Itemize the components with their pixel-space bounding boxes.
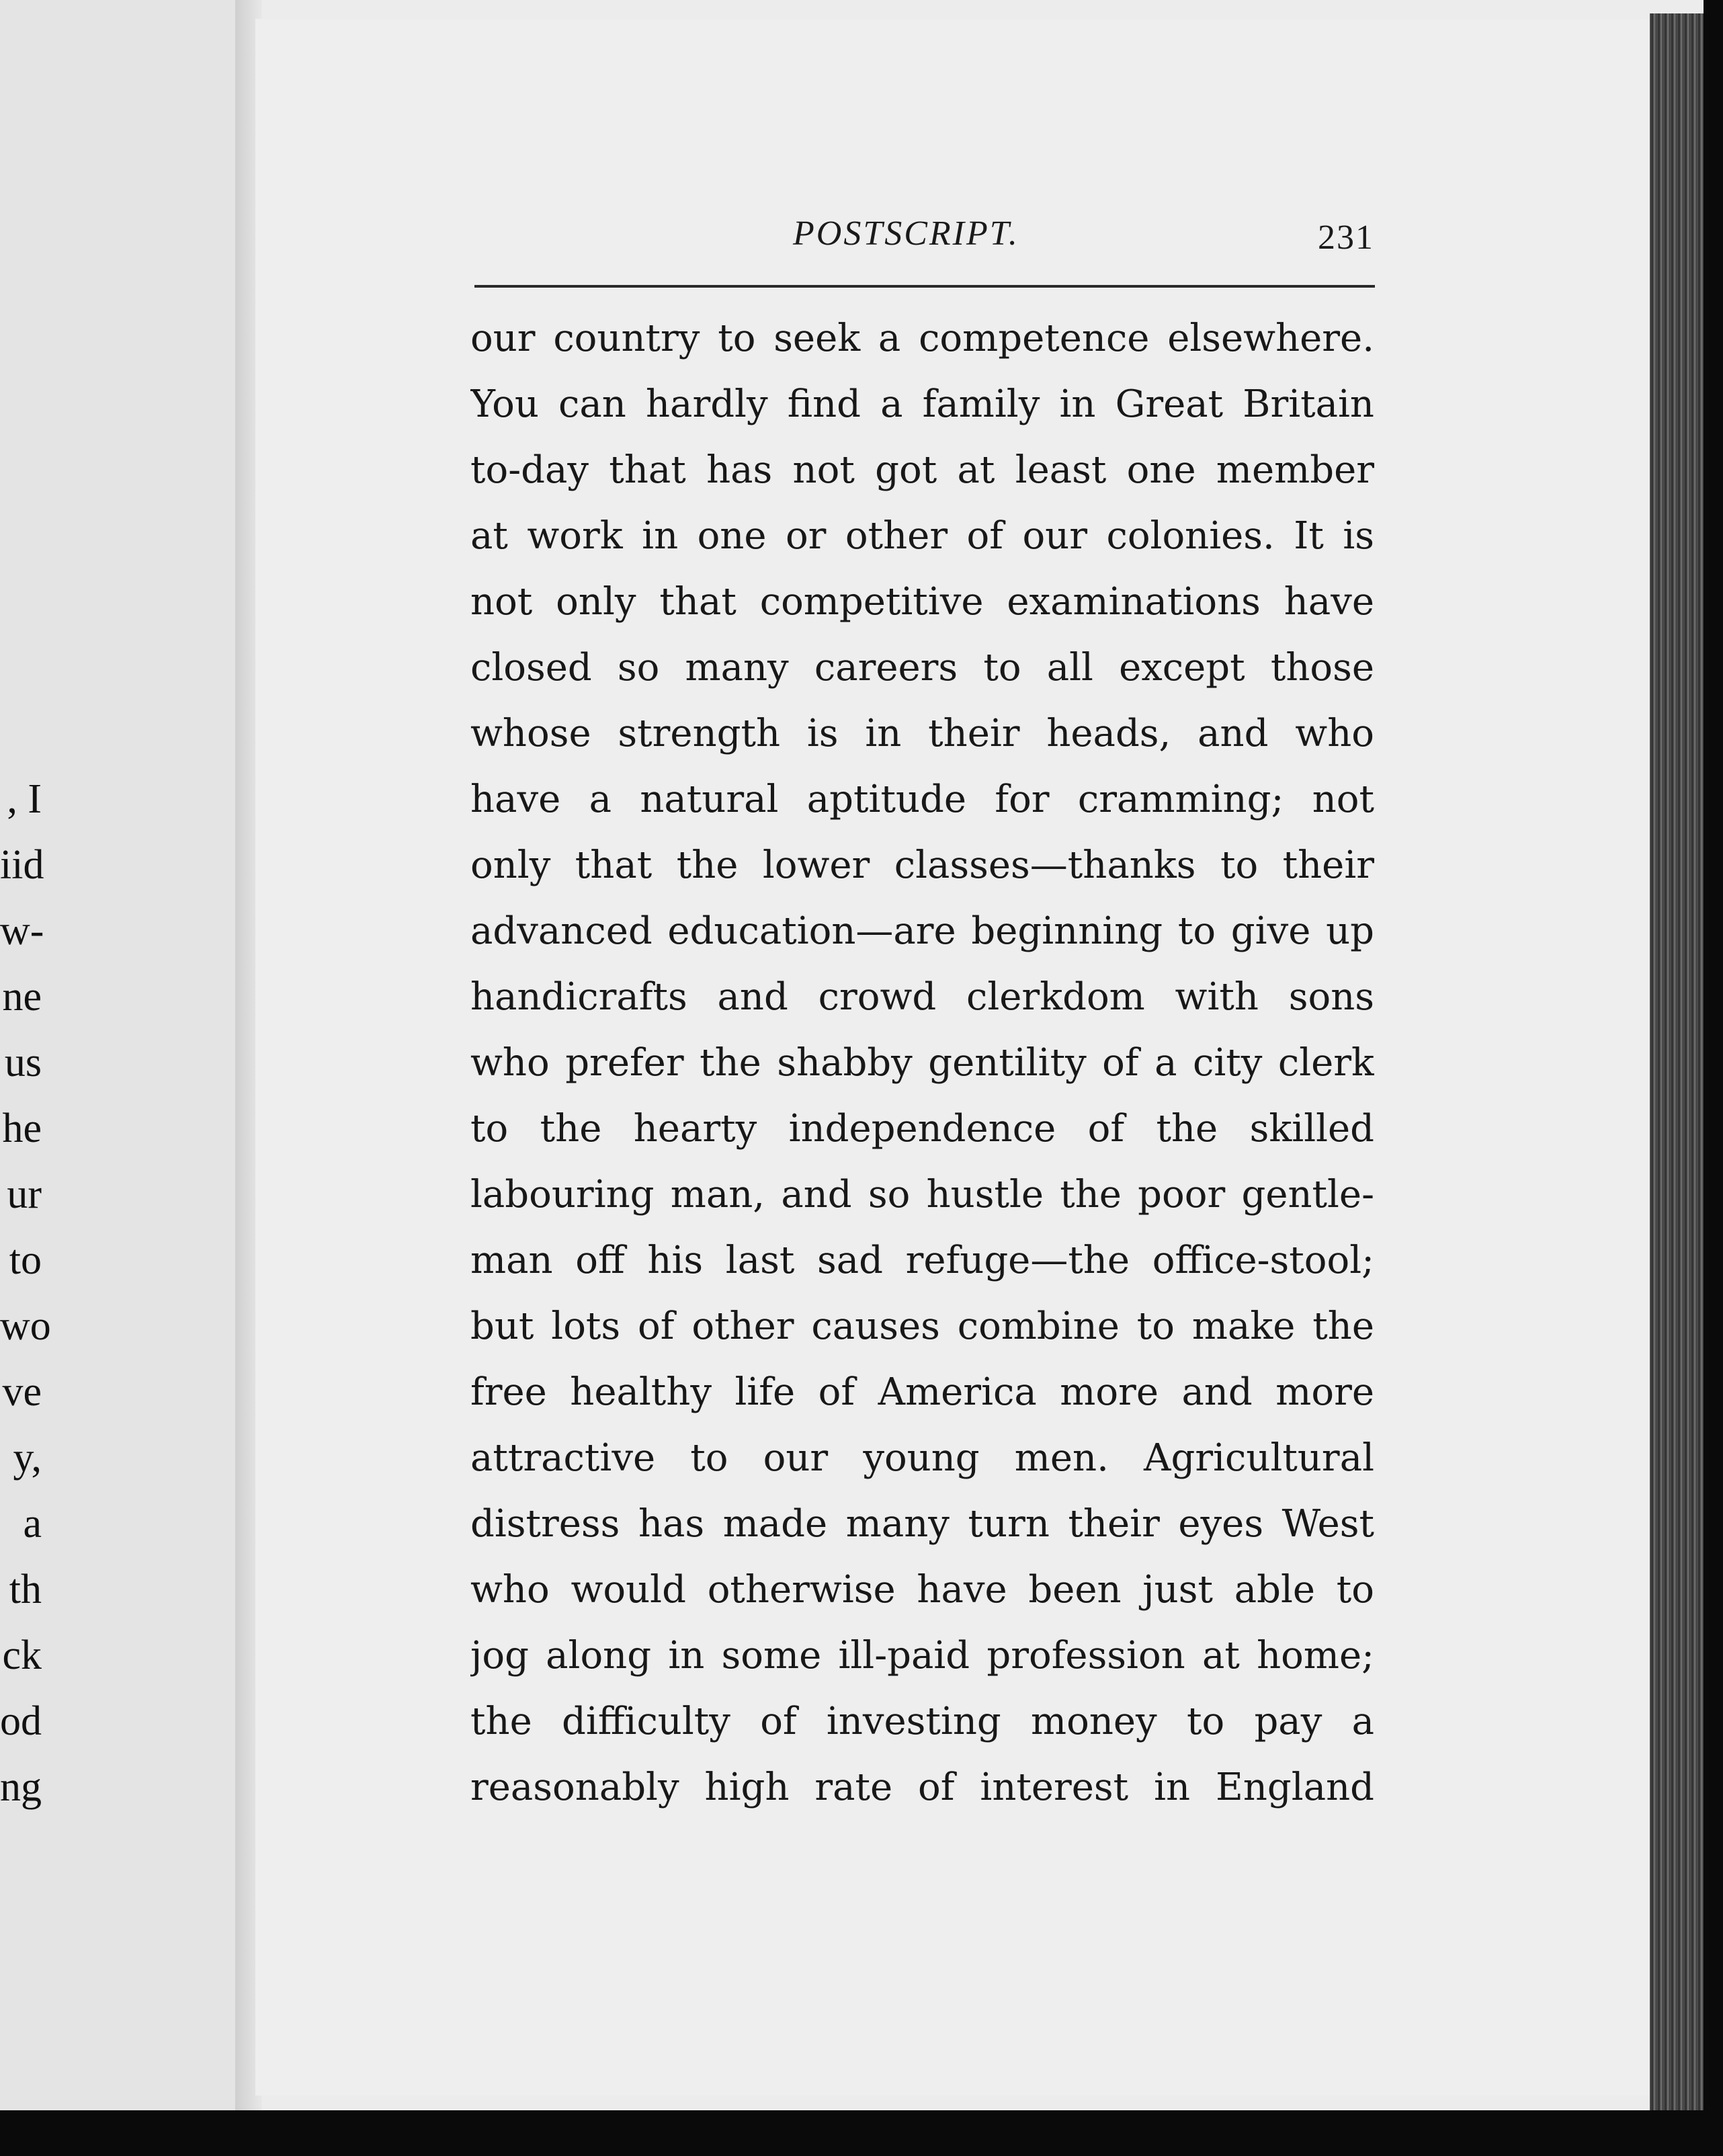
left-fragment: ve [2,1369,42,1415]
left-fragment: w- [0,908,44,954]
text-line: distress has made many turn their eyes West [470,1502,1374,1546]
text-line: whose strength is in their heads, and who [470,712,1374,755]
left-fragment: , I [7,776,42,822]
left-fragment: ck [2,1632,42,1678]
text-line: but lots of other causes combine to make the [470,1304,1374,1348]
text-line: who prefer the shabby gentility of a city clerk [470,1041,1374,1085]
text-line: not only that competitive examinations have [470,580,1374,624]
text-line: who would otherwise have been just able to [470,1568,1374,1612]
book-page-edges [1650,13,1704,2110]
left-fragment: a [23,1501,42,1546]
page-header [470,214,1374,267]
left-page-text-fragments [0,766,51,1820]
left-facing-page [0,0,253,2110]
left-fragment: od [0,1698,42,1744]
left-fragment: us [4,1040,42,1085]
text-line: to the hearty independence of the skilled [470,1107,1374,1151]
text-line: our country to seek a competence elsewhere. [470,317,1374,360]
text-line: reasonably high rate of interest in England [470,1766,1374,1809]
text-line: attractive to our young men. Agricultural [470,1436,1374,1480]
text-line: only that the lower classes—thanks to their [470,843,1374,887]
text-line: have a natural aptitude for cramming; not [470,778,1374,821]
scan-border-bottom [0,2110,1723,2156]
text-line: the difficulty of investing money to pay a [470,1700,1374,1743]
body-text [470,306,1374,1821]
text-line: free healthy life of America more and more [470,1370,1374,1414]
text-line: advanced education—are beginning to give up [470,909,1374,953]
text-line: at work in one or other of our colonies. It is [470,514,1374,558]
left-fragment: y, [13,1435,42,1481]
text-line: closed so many careers to all except those [470,646,1374,690]
text-line: handicrafts and crowd clerkdom with sons [470,975,1374,1019]
text-line: jog along in some ill-paid profession at home; [470,1634,1374,1677]
text-line: labouring man, and so hustle the poor gentle- [470,1173,1374,1216]
left-fragment: he [2,1106,42,1151]
header-rule [474,285,1375,288]
left-fragment: ur [7,1171,42,1217]
left-fragment: th [9,1567,42,1612]
running-title: POSTSCRIPT. [793,214,1019,253]
left-fragment: ne [2,974,42,1020]
text-line: You can hardly find a family in Great Britain [470,382,1374,426]
left-fragment: to [9,1237,42,1283]
text-line: to-day that has not got at least one member [470,448,1374,492]
left-fragment: ng [0,1764,42,1810]
text-line: man off his last sad refuge—the office-stool; [470,1239,1374,1282]
left-fragment: iid [0,842,44,888]
page-number: 231 [1318,218,1374,257]
scan-border-right [1704,0,1723,2156]
left-fragment: wo [0,1303,51,1349]
